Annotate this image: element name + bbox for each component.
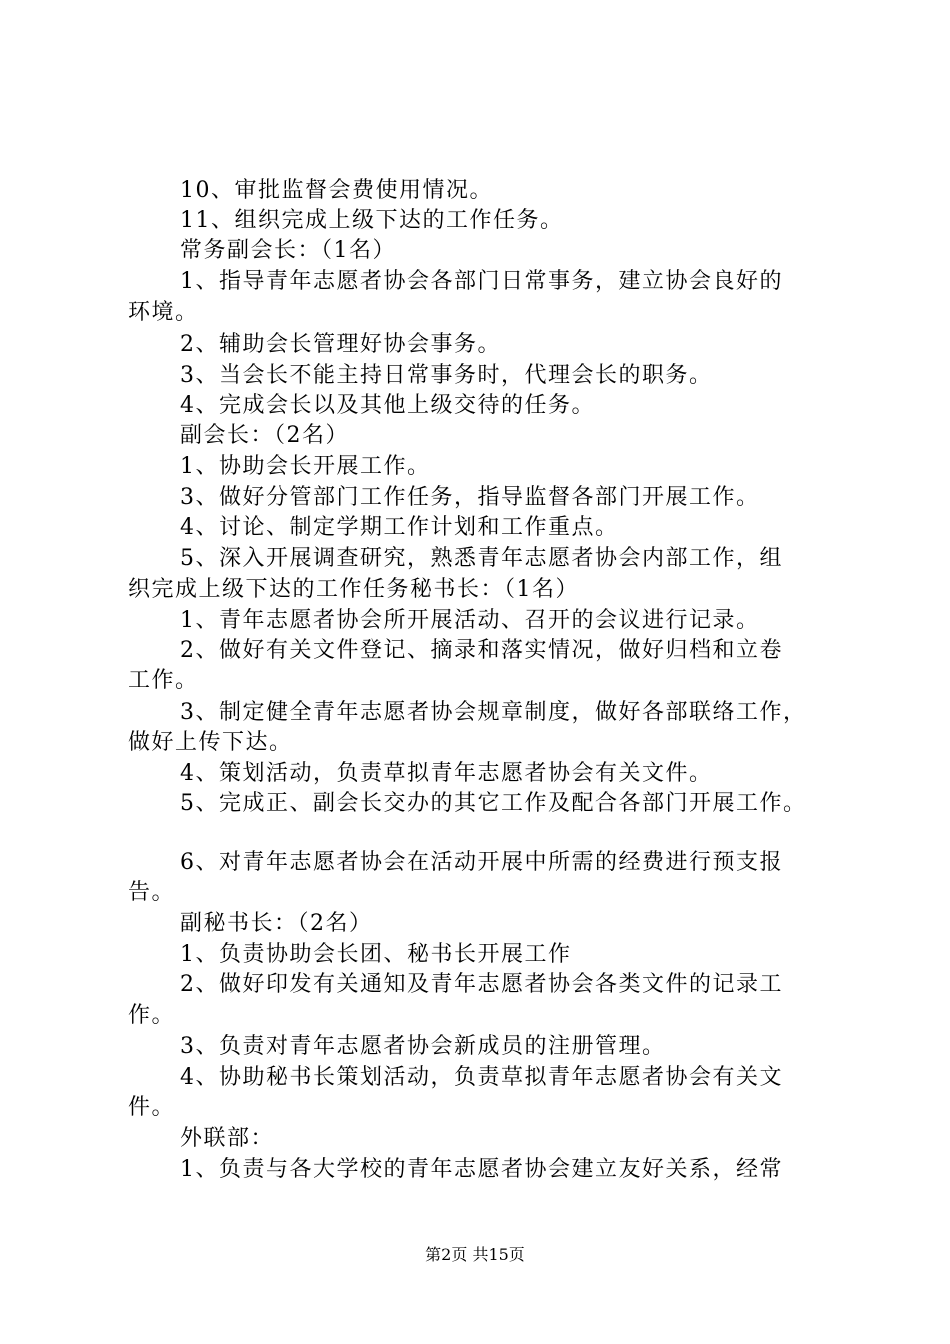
text-line: 4、策划活动，负责草拟青年志愿者协会有关文件。 [180,761,713,786]
text-line: 作。 [128,1003,176,1028]
text-line: 4、协助秘书长策划活动，负责草拟青年志愿者协会有关文 [180,1065,783,1090]
text-line: 1、青年志愿者协会所开展活动、召开的会议进行记录。 [180,608,760,633]
text-line: 1、协助会长开展工作。 [180,454,431,479]
text-line: 2、做好印发有关通知及青年志愿者协会各类文件的记录工 [180,972,783,997]
text-line: 3、当会长不能主持日常事务时，代理会长的职务。 [180,363,713,388]
text-line: 3、制定健全青年志愿者协会规章制度，做好各部联络工作， [180,700,807,725]
text-line: 4、讨论、制定学期工作计划和工作重点。 [180,515,619,540]
text-line: 2、做好有关文件登记、摘录和落实情况，做好归档和立卷 [180,638,783,663]
text-line: 织完成上级下达的工作任务秘书长：（1名） [128,577,579,602]
text-line: 件。 [128,1095,176,1120]
section-heading: 常务副会长：（1名） [180,238,396,263]
text-line: 5、深入开展调查研究，熟悉青年志愿者协会内部工作，组 [180,546,783,571]
page-number-footer: 第2页 共15页 [425,1245,525,1264]
text-line: 10、审批监督会费使用情况。 [180,178,493,203]
text-line: 3、负责对青年志愿者协会新成员的注册管理。 [180,1034,666,1059]
section-heading: 副会长：（2名） [180,423,349,448]
text-line: 1、负责协助会长团、秘书长开展工作 [180,942,572,967]
text-line: 3、做好分管部门工作任务，指导监督各部门开展工作。 [180,485,760,510]
text-line: 做好上传下达。 [128,730,293,755]
section-heading: 外联部： [180,1126,275,1151]
text-line: 环境。 [128,300,199,325]
section-heading: 副秘书长：（2名） [180,911,373,936]
text-line: 4、完成会长以及其他上级交待的任务。 [180,393,595,418]
text-line: 6、对青年志愿者协会在活动开展中所需的经费进行预支报 [180,850,783,875]
text-line: 告。 [128,880,176,905]
text-line: 1、负责与各大学校的青年志愿者协会建立友好关系，经常 [180,1157,783,1182]
text-line: 工作。 [128,668,199,693]
text-line: 5、完成正、副会长交办的其它工作及配合各部门开展工作。 [180,791,807,816]
text-line: 1、指导青年志愿者协会各部门日常事务，建立协会良好的 [180,269,783,294]
text-line: 2、辅助会长管理好协会事务。 [180,332,501,357]
text-line: 11、组织完成上级下达的工作任务。 [180,208,564,233]
